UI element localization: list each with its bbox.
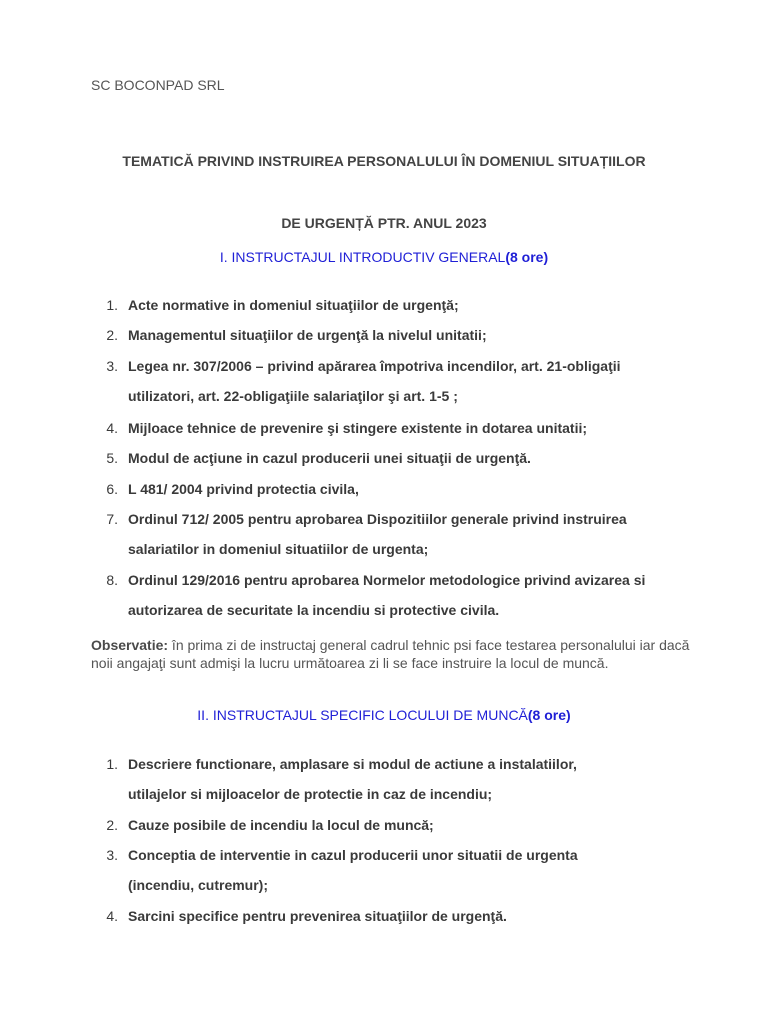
section2-heading-text: II. INSTRUCTAJUL SPECIFIC LOCULUI DE MUNCĂ — [197, 707, 528, 723]
section2-hours: (8 ore) — [527, 707, 571, 723]
list-item-number: 1. — [106, 297, 118, 313]
observation-paragraph — [91, 636, 691, 672]
list-item: Modul de acţiune in cazul producerii unei situaţii de urgenţă. — [128, 450, 531, 466]
list-item: Conceptia de interventie in cazul producerii unor situatii de urgenta (incendiu, cutremur); — [128, 847, 578, 893]
section1-heading-text: I. INSTRUCTAJUL INTRODUCTIV GENERAL — [219, 249, 506, 265]
list-item: L 481/ 2004 privind protectia civila, — [128, 481, 359, 497]
list-item-number: 3. — [106, 358, 118, 374]
list-item: Mijloace tehnice de prevenire şi stingere existente in dotarea unitatii; — [128, 420, 588, 436]
list-item-number: 8. — [106, 572, 118, 588]
company-name: SC BOCONPAD SRL — [91, 77, 225, 93]
list-item-number: 2. — [106, 327, 118, 343]
list-item-number: 7. — [106, 511, 118, 527]
observation-text: în prima zi de instructaj general cadrul tehnic psi face testarea personalului iar dacă noii angajaţi sunt admişi la lucru următoarea zi li se face instruire la locul de muncă. — [91, 637, 690, 671]
list-item-number: 2. — [106, 817, 118, 833]
document-title-line1: TEMATICĂ PRIVIND INSTRUIREA PERSONALULUI ÎN DOMENIUL SITUAȚIILOR — [122, 153, 646, 169]
section1-heading — [0, 249, 768, 265]
document-title-line2: DE URGENȚĂ PTR. ANUL 2023 — [281, 215, 487, 231]
list-item: Ordinul 712/ 2005 pentru aprobarea Dispozitiilor generale privind instruirea salariatilor in domeniul situatiilor de urgenta; — [128, 511, 627, 557]
list-item: Acte normative in domeniul situaţiilor de urgenţă; — [128, 297, 459, 313]
observation-label: Observatie: — [91, 637, 169, 653]
list-item: Cauze posibile de incendiu la locul de muncă; — [128, 817, 434, 833]
list-item: Descriere functionare, amplasare si modul de actiune a instalatiilor, utilajelor si mijloacelor de protectie in caz de incendiu; — [128, 756, 577, 802]
list-item-number: 1. — [106, 756, 118, 772]
section2-heading — [0, 707, 768, 723]
list-item-number: 4. — [106, 420, 118, 436]
section1-hours: (8 ore) — [505, 249, 549, 265]
list-item-number: 6. — [106, 481, 118, 497]
list-item: Sarcini specifice pentru prevenirea situaţiilor de urgenţă. — [128, 908, 507, 924]
list-item-number: 3. — [106, 847, 118, 863]
list-item: Managementul situaţiilor de urgenţă la nivelul unitatii; — [128, 327, 487, 343]
list-item-number: 5. — [106, 450, 118, 466]
list-item: Ordinul 129/2016 pentru aprobarea Normelor metodologice privind avizarea si autorizarea de securitate la incendiu si protective civila. — [128, 572, 646, 618]
list-item: Legea nr. 307/2006 – privind apărarea împotriva incendilor, art. 21-obligaţii utilizatori, art. 22-obligaţiile salariaţilor şi art. 1-5 ; — [128, 358, 621, 404]
list-item-number: 4. — [106, 908, 118, 924]
